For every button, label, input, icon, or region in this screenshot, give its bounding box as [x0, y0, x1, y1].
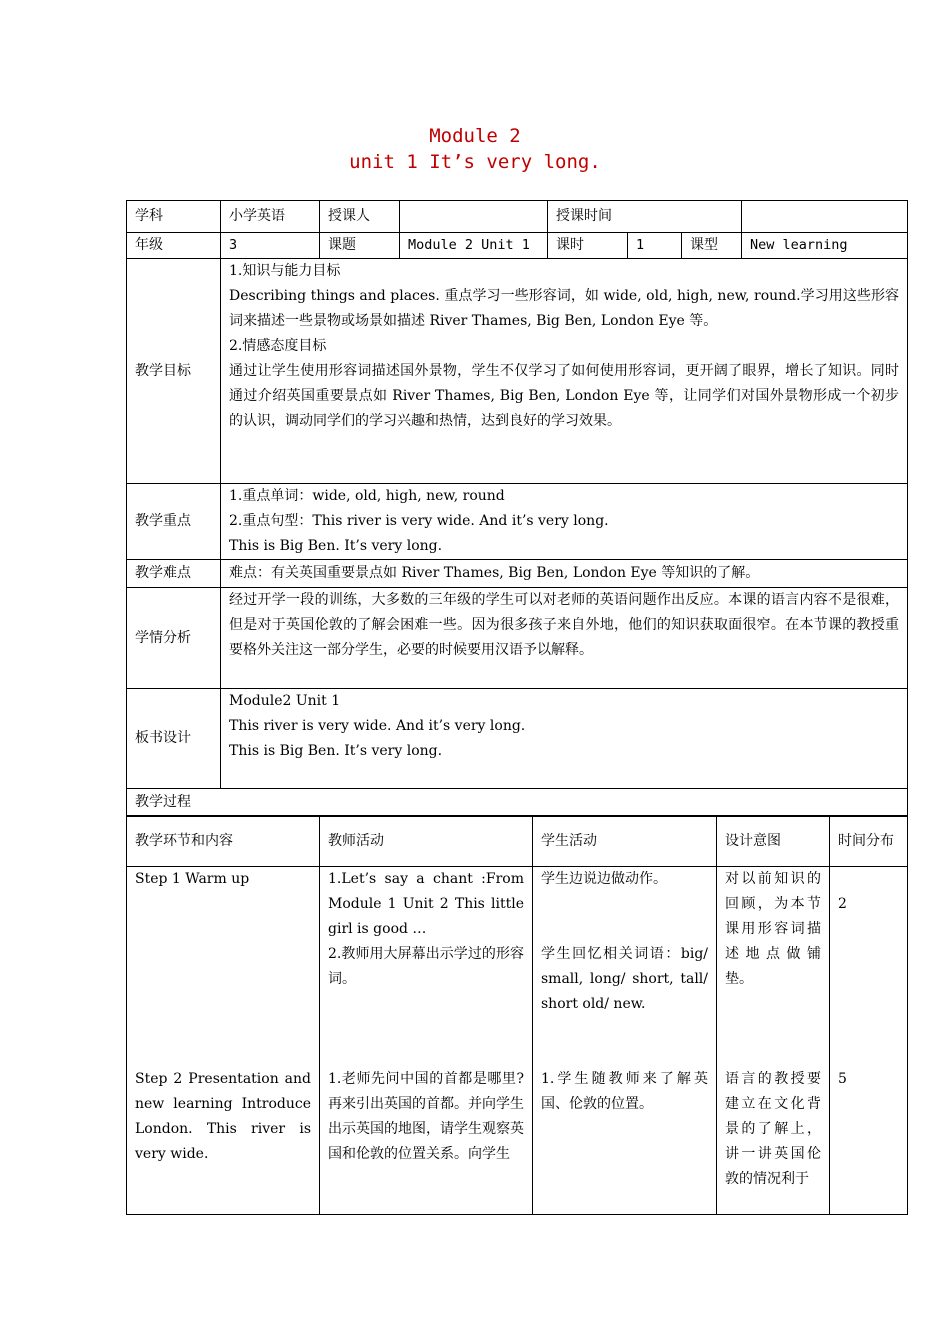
- step1-content: Step 1 Warm up: [135, 871, 250, 887]
- header-student: 学生活动: [533, 816, 717, 867]
- objectives-heading-2: 2.情感态度目标: [229, 338, 327, 354]
- header-time: 时间分布: [830, 816, 908, 867]
- analysis-label: 学情分析: [127, 588, 221, 689]
- topic-value: Module 2 Unit 1: [400, 233, 548, 259]
- objectives-text-1: Describing things and places. 重点学习一些形容词，如 wide, old, high, new, round.学习用这些形容词来描述一些景物或场景如描述 River Thames, Big Ben, London Eye 等。: [229, 288, 900, 329]
- objectives-text-2: 通过让学生使用形容词描述国外景物，学生不仅学习了如何使用形容词，更开阔了眼界，增长了知识。同时通过介绍英国重要景点如 River Thames, Big Ben, London Eye 等，让同学们对国外景物形成一个初步的认识，调动同学们的学习兴趣和热情，达到良好的学习效果。: [229, 363, 900, 429]
- objectives-heading-1: 1.知识与能力目标: [229, 263, 341, 279]
- board-line-1: Module2 Unit 1: [229, 693, 341, 709]
- board-cell: [221, 689, 908, 789]
- teacher-label: 授课人: [320, 201, 400, 233]
- objectives-label: 教学目标: [127, 259, 221, 484]
- period-label: 课时: [548, 233, 628, 259]
- key-sentence-line: 2.重点句型：This river is very wide. And it’s very long.: [229, 513, 609, 529]
- steps-content-cell: [127, 867, 320, 1215]
- time-label: 授课时间: [548, 201, 742, 233]
- time-cell: [830, 867, 908, 1215]
- step2-intent: 语言的教授要建立在文化背景的了解上，讲一讲英国伦敦的情况利于: [725, 1071, 821, 1187]
- key-sentence-line-2: This is Big Ben. It’s very long.: [229, 538, 443, 554]
- header-teacher: 教师活动: [320, 816, 533, 867]
- type-value: New learning: [742, 233, 908, 259]
- analysis-text: 经过开学一段的训练，大多数的三年级的学生可以对老师的英语问题作出反应。本课的语言内容不是很难，但是对于英国伦敦的了解会困难一些。因为很多孩子来自外地，他们的知识获取面很窄。在本节课的教授重要格外关注这一部分学生，必要的时候要用汉语予以解释。: [221, 588, 908, 689]
- header-content: 教学环节和内容: [127, 816, 320, 867]
- objectives-cell: [221, 259, 908, 484]
- subject-value: 小学英语: [221, 201, 320, 233]
- topic-label: 课题: [320, 233, 400, 259]
- step2-content: Step 2 Presentation and new learning Introduce London. This river is very wide.: [135, 1071, 311, 1162]
- document-title: Module 2: [429, 125, 521, 147]
- process-label: 教学过程: [127, 789, 908, 817]
- subject-label: 学科: [127, 201, 221, 233]
- difficulties-label: 教学难点: [127, 560, 221, 588]
- key-words-line: 1.重点单词：wide, old, high, new, round: [229, 488, 505, 504]
- intent-cell: [717, 867, 830, 1215]
- grade-value: 3: [221, 233, 320, 259]
- teacher-activity-cell: [320, 867, 533, 1215]
- period-value: 1: [628, 233, 682, 259]
- step2-teacher: 1.老师先问中国的首都是哪里?再来引出英国的首都。并向学生出示英国的地图，请学生观察英国和伦敦的位置关系。向学生: [328, 1071, 524, 1162]
- document-subtitle: unit 1 It’s very long.: [349, 151, 601, 173]
- step1-teacher-2: 2.教师用大屏幕出示学过的形容词。: [328, 946, 524, 987]
- board-line-3: This is Big Ben. It’s very long.: [229, 743, 443, 759]
- step2-student: 1.学生随教师来了解英国、伦敦的位置。: [541, 1071, 708, 1112]
- key-points-label: 教学重点: [127, 484, 221, 560]
- board-label: 板书设计: [127, 689, 221, 789]
- grade-label: 年级: [127, 233, 221, 259]
- process-table: [126, 815, 908, 1215]
- type-label: 课型: [682, 233, 742, 259]
- step1-teacher-1: 1.Let’s say a chant :From Module 1 Unit 2 This little girl is good …: [328, 871, 524, 937]
- student-activity-cell: [533, 867, 717, 1215]
- step1-time: 2: [838, 896, 847, 912]
- step1-student-1: 学生边说边做动作。: [541, 871, 667, 887]
- step1-intent: 对以前知识的回顾，为本节课用形容词描述地点做铺垫。: [725, 871, 821, 987]
- lesson-info-table: [126, 200, 908, 817]
- step2-time: 5: [838, 1071, 847, 1087]
- key-points-cell: [221, 484, 908, 560]
- time-value: [742, 201, 908, 233]
- difficulties-text: 难点：有关英国重要景点如 River Thames, Big Ben, London Eye 等知识的了解。: [221, 560, 908, 588]
- step1-student-2: 学生回忆相关词语：big/ small, long/ short, tall/ short old/ new.: [541, 946, 708, 1012]
- header-intent: 设计意图: [717, 816, 830, 867]
- board-line-2: This river is very wide. And it’s very long.: [229, 718, 526, 734]
- teacher-value: [400, 201, 548, 233]
